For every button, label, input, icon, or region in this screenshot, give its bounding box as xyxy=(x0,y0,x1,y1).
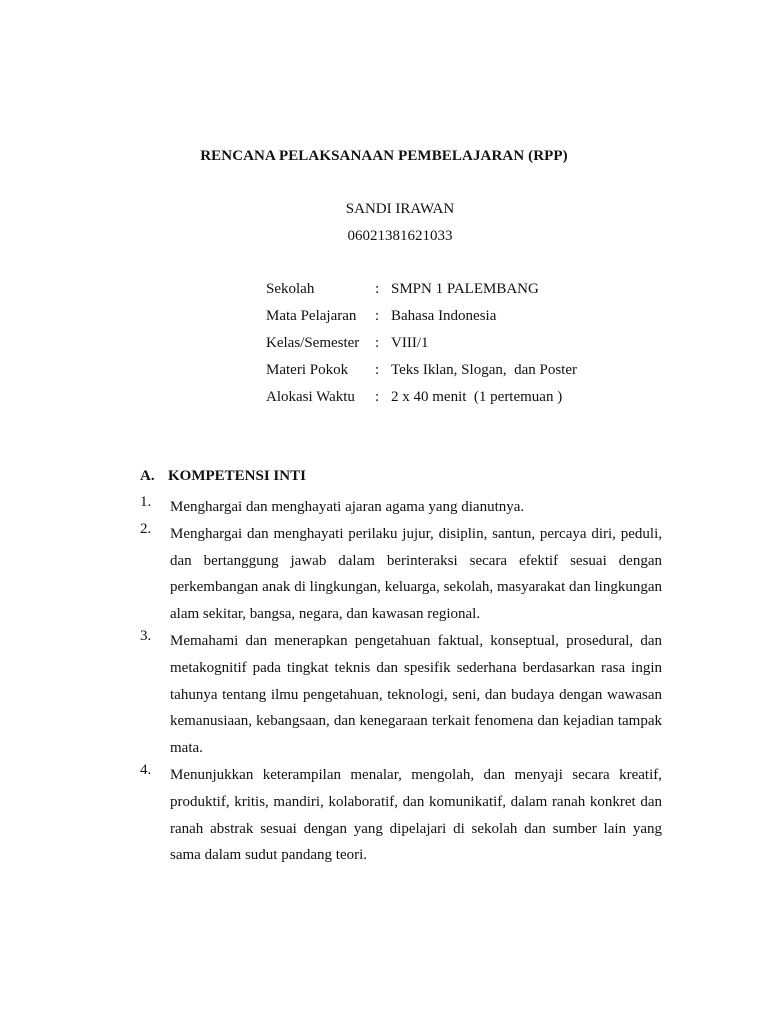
info-value: Bahasa Indonesia xyxy=(391,308,497,324)
info-colon: : xyxy=(375,362,380,378)
author-name: SANDI IRAWAN xyxy=(345,201,455,217)
info-label: Materi Pokok xyxy=(266,362,349,378)
list-item xyxy=(140,521,662,628)
info-row-alokasi-waktu xyxy=(266,389,686,416)
list-item xyxy=(140,762,662,869)
list-item-number: 4. xyxy=(140,761,152,778)
info-label: Alokasi Waktu xyxy=(266,389,355,405)
list-item-text: Menunjukkan keterampilan menalar, mengolah, dan menyaji secara kreatif, produktif, kritis, mandiri, kolaboratif, dan komunikatif, dalam ranah konkret dan ranah abstrak sesuai dengan yang dipelajari di sekolah dan sumber lain yang sama dalam sudut pandang teori. xyxy=(170,766,662,864)
info-row-mata-pelajaran xyxy=(266,308,686,335)
info-value: 2 x 40 menit (1 pertemuan ) xyxy=(391,389,563,405)
info-colon: : xyxy=(375,389,380,405)
list-item-text: Memahami dan menerapkan pengetahuan faktual, konseptual, prosedural, dan metakognitif pada tingkat teknis dan spesifik sederhana berdasarkan rasa ingin tahunya tentang ilmu pengetahuan, teknologi, seni, dan budaya dengan wawasan kemanusiaan, kebangsaan, dan kenegaraan terkait fenomena dan kejadian tampak mata. xyxy=(170,632,662,757)
info-table xyxy=(266,281,686,416)
list-item-number: 1. xyxy=(140,494,152,510)
info-label: Kelas/Semester xyxy=(266,335,360,351)
info-row-materi-pokok xyxy=(266,362,686,389)
info-label: Mata Pelajaran xyxy=(266,308,357,324)
info-colon: : xyxy=(375,335,380,351)
info-colon: : xyxy=(375,281,380,297)
author-id: 06021381621033 xyxy=(347,228,453,244)
list-item xyxy=(140,494,662,521)
section-heading-kompetensi-inti xyxy=(140,468,306,485)
info-row-kelas-semester xyxy=(266,335,686,362)
list-item-text: Menghargai dan menghayati perilaku jujur, disiplin, santun, percaya diri, peduli, dan bertanggung jawab dalam berinteraksi secara efektif sesuai dengan perkembangan anak di lingkungan, keluarga, sekolah, masyarakat dan lingkungan alam sekitar, bangsa, negara, dan kawasan regional. xyxy=(170,525,662,623)
info-value: Teks Iklan, Slogan, dan Poster xyxy=(391,362,578,378)
document-title: RENCANA PELAKSANAAN PEMBELAJARAN (RPP) xyxy=(200,148,568,164)
info-value: SMPN 1 PALEMBANG xyxy=(391,281,539,297)
section-letter: A. xyxy=(140,468,155,484)
kompetensi-inti-list xyxy=(140,494,662,869)
list-item xyxy=(140,628,662,762)
info-row-sekolah xyxy=(266,281,686,308)
list-item-text: Menghargai dan menghayati ajaran agama yang dianutnya. xyxy=(170,499,525,515)
info-colon: : xyxy=(375,308,380,324)
info-value: VIII/1 xyxy=(391,335,429,351)
info-label: Sekolah xyxy=(266,281,315,297)
list-item-number: 2. xyxy=(140,520,152,537)
list-item-number: 3. xyxy=(140,627,152,644)
section-title: KOMPETENSI INTI xyxy=(168,468,306,484)
